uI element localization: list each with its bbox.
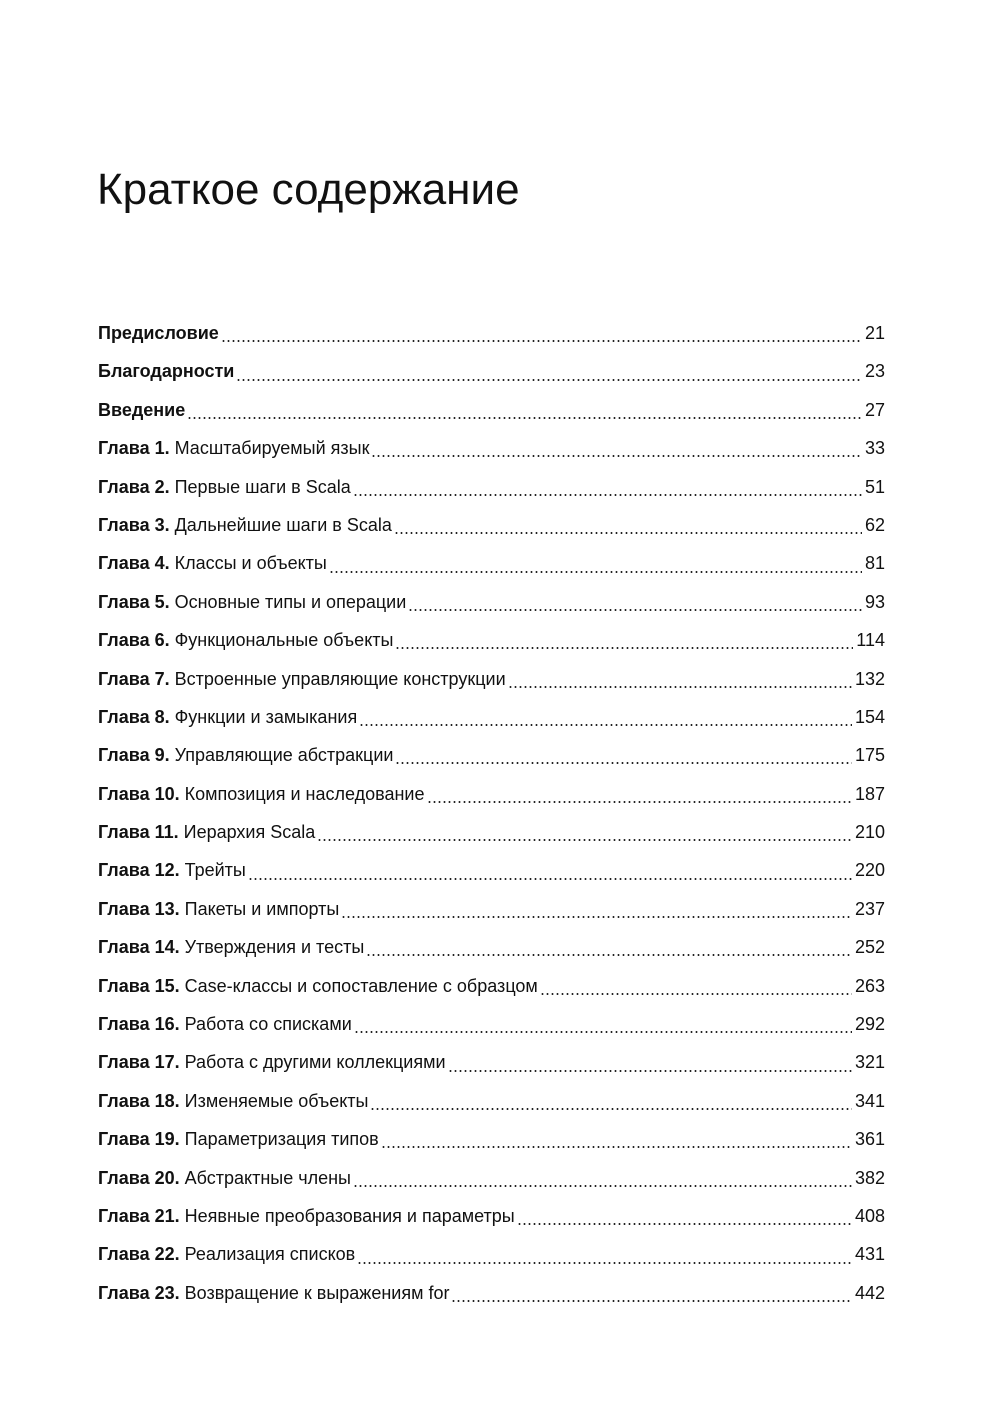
toc-entry-title: Case-классы и сопоставление с образцом [179,975,538,996]
toc-entry-page-number: 27 [864,399,885,420]
toc-entry-label [98,621,393,659]
toc-entry[interactable] [98,813,885,851]
toc-entry-title: Дальнейшие шаги в Scala [169,514,392,535]
toc-entry-prefix: Введение [98,399,186,420]
toc-entry-label [98,468,351,506]
toc-entry-label [98,314,219,352]
toc-entry-prefix: Глава 18. [98,1090,180,1111]
toc-entry-title: Основные типы и операции [169,591,407,612]
toc-entry-prefix: Глава 19. [98,1129,180,1150]
toc-entry[interactable] [98,429,885,467]
toc-entry-page-number: 220 [854,860,885,881]
toc-entry-label [98,1082,368,1120]
toc-entry-page-number: 93 [864,591,885,612]
toc-entry-title: Параметризация типов [179,1129,379,1150]
toc-entry-title: Утверждения и тесты [179,937,365,958]
toc-entry-prefix: Глава 13. [98,898,180,919]
toc-entry[interactable] [98,621,885,659]
toc-entry-page-number: 154 [854,706,885,727]
toc-entry-title: Классы и объекты [169,553,327,574]
toc-entry-prefix: Глава 10. [98,783,180,804]
toc-entry-label [98,1120,379,1158]
toc-entry-prefix: Глава 2. [98,476,170,497]
toc-entry-label [98,890,339,928]
toc-entry-label [98,544,327,582]
toc-entry-page-number: 114 [856,630,885,651]
toc-entry-prefix: Глава 21. [98,1205,180,1226]
toc-entry[interactable] [98,468,885,506]
toc-entry-prefix: Глава 5. [98,591,170,612]
toc-entry-label [98,1005,352,1043]
toc-entry[interactable] [98,1159,885,1197]
toc-entry[interactable] [98,1197,885,1235]
toc-entry-label [98,1043,446,1081]
toc-entry-prefix: Глава 4. [98,553,170,574]
toc-entry-title: Изменяемые объекты [179,1090,369,1111]
toc-entry-title: Композиция и наследование [179,783,425,804]
dot-leader [451,1300,851,1302]
toc-entry[interactable] [98,660,885,698]
toc-entry-page-number: 62 [864,514,885,535]
toc-entry-page-number: 175 [854,745,885,766]
toc-entry-label [98,1235,355,1273]
dot-leader [448,1070,852,1072]
toc-entry-page-number: 21 [864,323,885,343]
toc-entry[interactable] [98,352,885,390]
toc-entry-label [98,851,246,889]
dot-leader [394,532,862,534]
dot-leader [187,417,862,419]
toc-entry-title: Встроенные управляющие конструкции [169,668,506,689]
toc-entry-prefix: Благодарности [98,361,235,382]
toc-entry-prefix: Глава 6. [98,630,170,651]
table-of-contents [98,314,885,1312]
dot-leader [366,954,852,956]
toc-entry-label [98,1197,515,1235]
toc-entry[interactable] [98,583,885,621]
toc-entry-page-number: 292 [854,1014,885,1035]
toc-entry[interactable] [98,736,885,774]
dot-leader [508,686,852,688]
toc-entry[interactable] [98,890,885,928]
toc-entry-page-number: 341 [854,1090,885,1111]
page-title: Краткое содержание [97,165,520,214]
dot-leader [370,1108,851,1110]
toc-entry-title: Пакеты и импорты [179,898,340,919]
toc-entry[interactable] [98,698,885,736]
toc-entry-page-number: 81 [864,553,885,574]
toc-entry-prefix: Глава 8. [98,706,170,727]
dot-leader [517,1223,852,1225]
dot-leader [408,609,862,611]
dot-leader [395,647,853,649]
toc-entry[interactable] [98,506,885,544]
toc-entry-title: Возвращение к выражениям for [179,1282,450,1303]
toc-entry-page-number: 210 [854,822,885,843]
toc-entry-prefix: Глава 12. [98,860,180,881]
toc-entry-page-number: 431 [854,1244,885,1265]
toc-entry-prefix: Глава 20. [98,1167,180,1188]
toc-entry-page-number: 33 [864,438,885,459]
toc-entry-prefix: Глава 7. [98,668,170,689]
toc-entry-page-number: 132 [854,668,885,689]
toc-entry-prefix: Предисловие [98,323,219,343]
toc-entry-page-number: 252 [854,937,885,958]
dot-leader [381,1146,852,1148]
toc-entry-prefix: Глава 16. [98,1014,180,1035]
toc-entry-page-number: 361 [854,1129,885,1150]
dot-leader [427,801,852,803]
toc-entry-title: Абстрактные члены [179,1167,351,1188]
toc-entry-title: Работа с другими коллекциями [179,1052,446,1073]
toc-entry-prefix: Глава 17. [98,1052,180,1073]
toc-entry-prefix: Глава 15. [98,975,180,996]
dot-leader [248,878,852,880]
toc-entry-label [98,813,315,851]
toc-entry[interactable] [98,1274,885,1312]
toc-entry-label [98,429,369,467]
toc-entry-title: Масштабируемый язык [169,438,370,459]
toc-entry-label [98,967,538,1005]
toc-entry-page-number: 23 [864,361,885,382]
dot-leader [354,1031,852,1033]
dot-leader [353,1185,852,1187]
toc-entry-page-number: 408 [854,1205,885,1226]
toc-entry-prefix: Глава 22. [98,1244,180,1265]
toc-entry-page-number: 263 [854,975,885,996]
toc-entry-prefix: Глава 23. [98,1282,180,1303]
toc-entry[interactable] [98,775,885,813]
dot-leader [540,993,852,995]
dot-leader [236,379,862,381]
toc-entry-title: Реализация списков [179,1244,356,1265]
toc-entry-label [98,391,185,429]
toc-entry-prefix: Глава 14. [98,937,180,958]
toc-entry[interactable] [98,1005,885,1043]
toc-entry-page-number: 442 [854,1282,885,1303]
toc-entry-label [98,506,392,544]
dot-leader [371,455,861,457]
toc-entry-prefix: Глава 3. [98,514,170,535]
toc-entry-label [98,928,364,966]
toc-entry[interactable] [98,391,885,429]
toc-entry-label [98,352,234,390]
dot-leader [395,762,851,764]
toc-entry[interactable] [98,967,885,1005]
toc-entry-label [98,736,393,774]
toc-entry-page-number: 51 [864,476,885,497]
toc-entry-prefix: Глава 9. [98,745,170,766]
toc-entry[interactable] [98,314,885,352]
toc-entry[interactable] [98,544,885,582]
toc-entry-title: Управляющие абстракции [169,745,394,766]
toc-entry-title: Функции и замыкания [169,706,358,727]
toc-entry-label [98,698,357,736]
toc-entry-title: Иерархия Scala [178,822,316,843]
toc-entry-prefix: Глава 1. [98,438,170,459]
toc-entry[interactable] [98,928,885,966]
dot-leader [357,1262,852,1264]
toc-entry-label [98,775,425,813]
toc-entry-title: Трейты [179,860,246,881]
toc-entry-page-number: 382 [854,1167,885,1188]
toc-entry-title: Неявные преобразования и параметры [179,1205,515,1226]
dot-leader [329,571,862,573]
toc-entry-label [98,1274,449,1312]
dot-leader [341,916,852,918]
toc-entry-label [98,660,506,698]
toc-entry-title: Первые шаги в Scala [169,476,351,497]
toc-entry-label [98,1159,351,1197]
toc-entry-page-number: 187 [854,783,885,804]
toc-entry-page-number: 237 [854,898,885,919]
toc-entry[interactable] [98,851,885,889]
dot-leader [221,340,862,342]
dot-leader [317,839,852,841]
dot-leader [353,494,862,496]
dot-leader [359,724,852,726]
toc-entry-title: Работа со списками [179,1014,352,1035]
toc-entry[interactable] [98,1235,885,1273]
toc-entry-label [98,583,406,621]
toc-entry-page-number: 321 [854,1052,885,1073]
toc-entry[interactable] [98,1120,885,1158]
toc-entry-title: Функциональные объекты [169,630,394,651]
toc-entry[interactable] [98,1082,885,1120]
toc-entry[interactable] [98,1043,885,1081]
toc-entry-prefix: Глава 11. [98,822,179,843]
